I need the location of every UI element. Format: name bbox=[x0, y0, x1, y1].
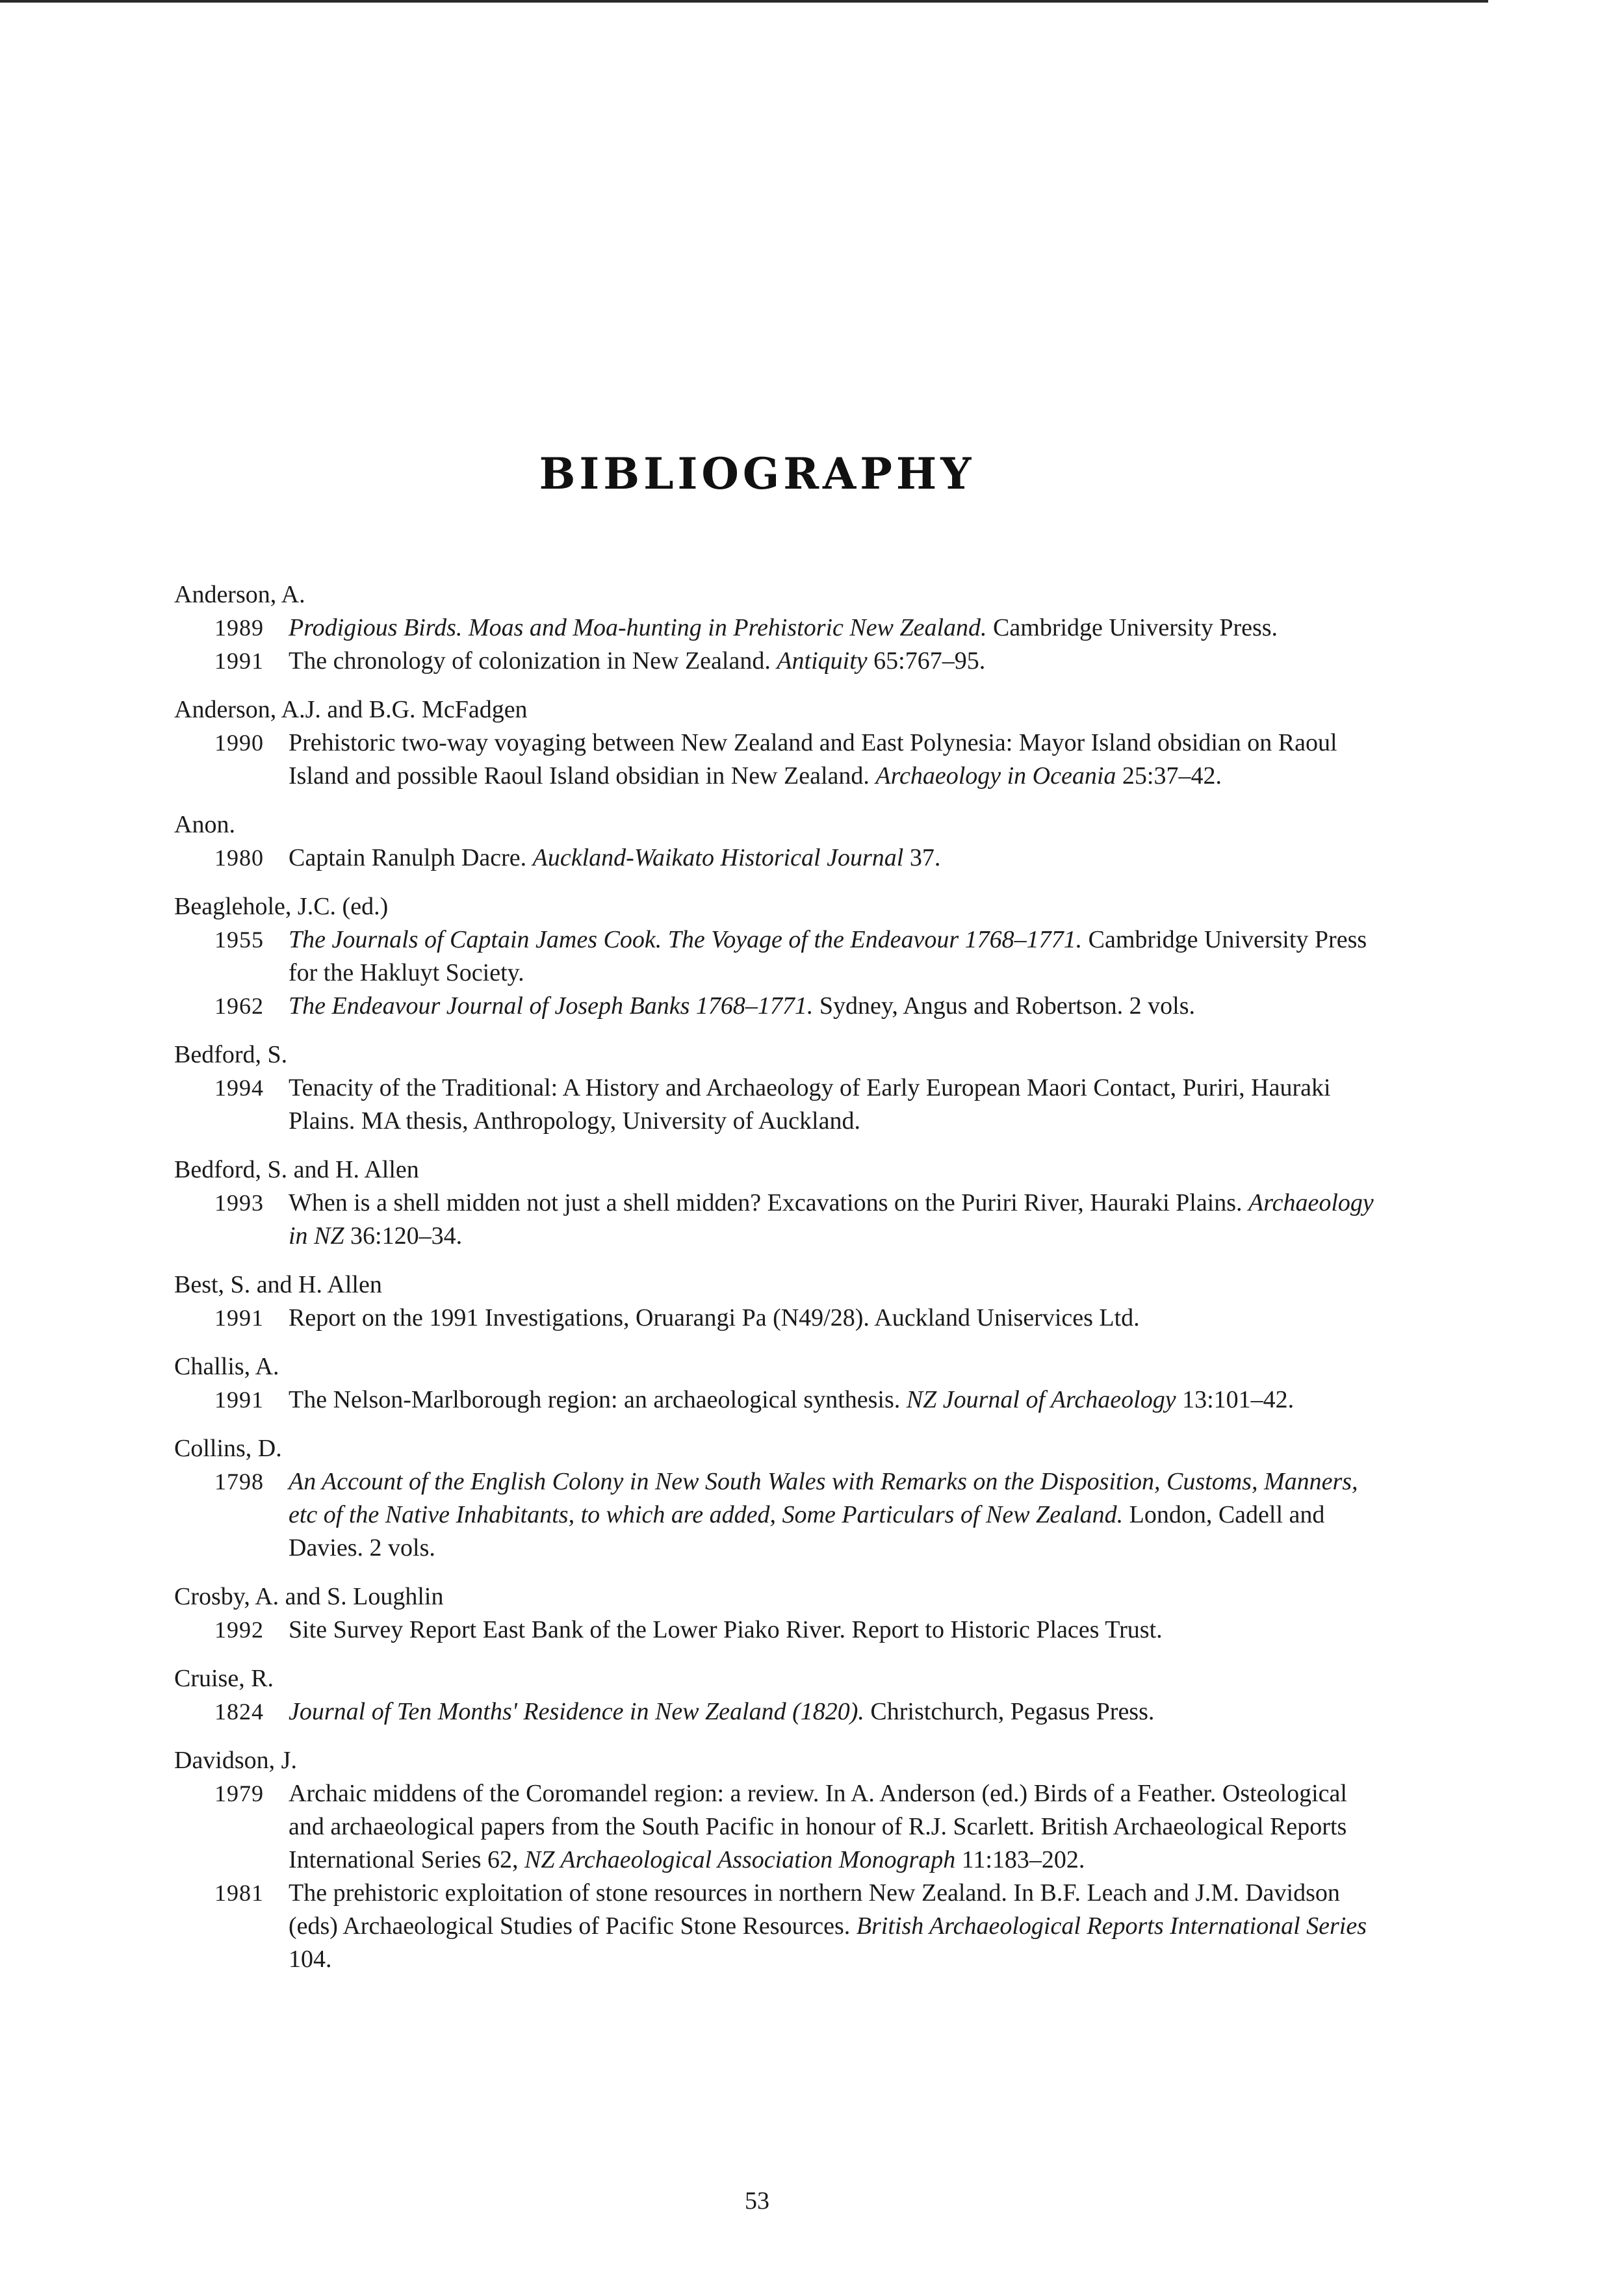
bibliography-entry bbox=[174, 1432, 1383, 1565]
citation-text: Christchurch, Pegasus Press. bbox=[864, 1698, 1155, 1725]
entry-work bbox=[174, 1302, 1383, 1335]
work-year: 1992 bbox=[214, 1617, 264, 1643]
citation-text: 11:183–202. bbox=[955, 1846, 1085, 1873]
top-rule bbox=[0, 0, 1488, 3]
entry-author: Challis, A. bbox=[174, 1353, 279, 1380]
work-citation bbox=[289, 1072, 1383, 1138]
work-year: 1989 bbox=[214, 615, 264, 641]
citation-title-italic: NZ Journal of Archaeology bbox=[906, 1386, 1176, 1413]
entry-author: Best, S. and H. Allen bbox=[174, 1271, 382, 1298]
work-year: 1991 bbox=[214, 648, 264, 674]
entry-work bbox=[174, 923, 1383, 990]
entry-work bbox=[174, 1465, 1383, 1565]
citation-text: Captain Ranulph Dacre. bbox=[289, 844, 533, 871]
work-year: 1979 bbox=[214, 1780, 264, 1806]
bibliography-entry bbox=[174, 1744, 1383, 1976]
bibliography-entry bbox=[174, 890, 1383, 1023]
bibliography-entry bbox=[174, 1038, 1383, 1138]
bibliography-list bbox=[174, 578, 1383, 1992]
work-citation bbox=[289, 1302, 1383, 1335]
work-citation bbox=[289, 611, 1383, 645]
bibliography-entry bbox=[174, 1153, 1383, 1253]
page-title: BIBLIOGRAPHY bbox=[539, 448, 975, 499]
page-number: 53 bbox=[745, 2187, 769, 2215]
citation-title-italic: NZ Archaeological Association Monograph bbox=[524, 1846, 956, 1873]
citation-text: 36:120–34. bbox=[344, 1222, 463, 1250]
entry-work bbox=[174, 611, 1383, 645]
citation-title-italic: The Endeavour Journal of Joseph Banks 1768–1771. bbox=[289, 992, 814, 1020]
citation-text: London, Cadell and Davies. 2 vols. bbox=[289, 1501, 1325, 1562]
work-year: 1993 bbox=[214, 1190, 264, 1216]
citation-text: Prehistoric two-way voyaging between New Zealand and East Polynesia: Mayor Island obsidian on Raoul Island and possible Raoul Island obsidian in New Zealand. bbox=[289, 729, 1337, 790]
citation-title-italic: Journal of Ten Months' Residence in New Zealand (1820). bbox=[289, 1698, 864, 1725]
citation-text: 65:767–95. bbox=[867, 647, 986, 675]
work-year: 1980 bbox=[214, 845, 264, 871]
entry-author: Collins, D. bbox=[174, 1435, 282, 1462]
citation-text: The chronology of colonization in New Zealand. bbox=[289, 647, 777, 675]
entry-work bbox=[174, 645, 1383, 678]
citation-text: The prehistoric exploitation of stone resources in northern New Zealand. In B.F. Leach and J.M. Davidson (eds) Archaeological Studies of Pacific Stone Resources. bbox=[289, 1879, 1340, 1940]
citation-text: 37. bbox=[903, 844, 941, 871]
work-citation bbox=[289, 726, 1383, 793]
entry-work bbox=[174, 1072, 1383, 1138]
work-citation bbox=[289, 1877, 1383, 1976]
bibliography-entry bbox=[174, 578, 1383, 678]
work-year: 1981 bbox=[214, 1880, 264, 1906]
citation-text: The Nelson-Marlborough region: an archaeological synthesis. bbox=[289, 1386, 907, 1413]
citation-title-italic: Archaeology in Oceania bbox=[875, 762, 1116, 790]
work-citation bbox=[289, 923, 1383, 990]
entry-author: Davidson, J. bbox=[174, 1747, 297, 1774]
work-citation bbox=[289, 1187, 1383, 1253]
work-citation bbox=[289, 990, 1383, 1023]
citation-title-italic: The Journals of Captain James Cook. The Voyage of the Endeavour 1768–1771. bbox=[289, 926, 1083, 953]
entry-work bbox=[174, 1777, 1383, 1877]
entry-work bbox=[174, 990, 1383, 1023]
citation-text: Site Survey Report East Bank of the Lower Piako River. Report to Historic Places Trust. bbox=[289, 1616, 1163, 1643]
work-citation bbox=[289, 1613, 1383, 1647]
citation-title-italic: Antiquity bbox=[777, 647, 868, 675]
work-citation bbox=[289, 645, 1383, 678]
citation-text: Tenacity of the Traditional: A History and Archaeology of Early European Maori Contact, Puriri, Hauraki Plains. MA thesis, Anthropology, University of Auckland. bbox=[289, 1074, 1331, 1135]
entry-author: Anderson, A.J. and B.G. McFadgen bbox=[174, 696, 528, 723]
work-citation bbox=[289, 1777, 1383, 1877]
work-citation bbox=[289, 1695, 1383, 1729]
citation-text: When is a shell midden not just a shell midden? Excavations on the Puriri River, Hauraki Plains. bbox=[289, 1189, 1249, 1216]
citation-text: Sydney, Angus and Robertson. 2 vols. bbox=[813, 992, 1195, 1020]
citation-text: 104. bbox=[289, 1946, 332, 1973]
citation-title-italic: British Archaeological Reports International Series bbox=[856, 1912, 1367, 1940]
citation-text: 13:101–42. bbox=[1176, 1386, 1295, 1413]
work-year: 1990 bbox=[214, 730, 264, 756]
work-year: 1962 bbox=[214, 993, 264, 1019]
entry-author: Cruise, R. bbox=[174, 1665, 274, 1692]
work-year: 1824 bbox=[214, 1699, 264, 1725]
bibliography-entry bbox=[174, 1580, 1383, 1647]
work-year: 1991 bbox=[214, 1305, 264, 1331]
citation-text: Report on the 1991 Investigations, Oruarangi Pa (N49/28). Auckland Uniservices Ltd. bbox=[289, 1304, 1140, 1331]
citation-title-italic: Auckland-Waikato Historical Journal bbox=[532, 844, 904, 871]
bibliography-entry bbox=[174, 693, 1383, 793]
bibliography-entry bbox=[174, 1268, 1383, 1335]
entry-author: Crosby, A. and S. Loughlin bbox=[174, 1583, 444, 1610]
work-citation bbox=[289, 1383, 1383, 1417]
citation-title-italic: Prodigious Birds. Moas and Moa-hunting in Prehistoric New Zealand. bbox=[289, 614, 987, 641]
entry-author: Bedford, S. bbox=[174, 1041, 288, 1068]
citation-title-italic: Archaeology in NZ bbox=[289, 1189, 1374, 1250]
work-year: 1994 bbox=[214, 1075, 264, 1101]
bibliography-entry bbox=[174, 1350, 1383, 1417]
citation-text: 25:37–42. bbox=[1116, 762, 1222, 790]
work-year: 1798 bbox=[214, 1469, 264, 1495]
work-citation bbox=[289, 842, 1383, 875]
entry-work bbox=[174, 1383, 1383, 1417]
entry-work bbox=[174, 1187, 1383, 1253]
work-year: 1991 bbox=[214, 1387, 264, 1413]
bibliography-entry bbox=[174, 1662, 1383, 1729]
work-year: 1955 bbox=[214, 927, 264, 953]
citation-title-italic: An Account of the English Colony in New South Wales with Remarks on the Disposition, Customs, Manners, etc of the Native Inhabitants, to which are added, Some Particulars of New Zealand. bbox=[289, 1468, 1358, 1528]
entry-work bbox=[174, 726, 1383, 793]
entry-work bbox=[174, 1613, 1383, 1647]
citation-text: Cambridge University Press for the Hakluyt Society. bbox=[289, 926, 1367, 986]
entry-work bbox=[174, 1695, 1383, 1729]
entry-work bbox=[174, 842, 1383, 875]
citation-text: Cambridge University Press. bbox=[986, 614, 1278, 641]
entry-author: Anderson, A. bbox=[174, 581, 305, 608]
bibliography-entry bbox=[174, 808, 1383, 875]
entry-author: Bedford, S. and H. Allen bbox=[174, 1156, 419, 1183]
entry-author: Beaglehole, J.C. (ed.) bbox=[174, 893, 389, 920]
work-citation bbox=[289, 1465, 1383, 1565]
entry-author: Anon. bbox=[174, 811, 235, 838]
entry-work bbox=[174, 1877, 1383, 1976]
citation-text: Archaic middens of the Coromandel region: a review. In A. Anderson (ed.) Birds of a Feather. Osteological and archaeological papers from the South Pacific in honour of R.J. Scarlett. British Archaeological Reports International Series 62, bbox=[289, 1780, 1347, 1873]
